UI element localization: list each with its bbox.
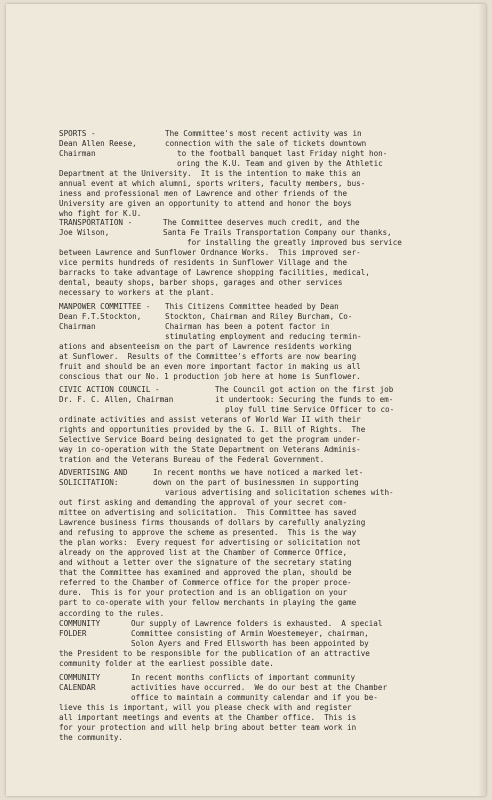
body-line: University are given an opportunity to attend and honor the boys: [59, 199, 352, 209]
heading-line: Dean F.T.Stockton,: [59, 312, 142, 322]
heading-line: ADVERTISING AND: [59, 468, 128, 477]
heading-line: SPORTS -: [59, 129, 96, 138]
body-line: barracks to take advantage of Lawrence shopping facilities, medical,: [59, 268, 370, 278]
section-intro: [215, 385, 394, 415]
body-line: part to co-operate with your fellow merchants in playing the game: [59, 598, 357, 608]
section-intro: [153, 468, 394, 498]
heading-line: TRANSPORTATION -: [59, 218, 133, 227]
body-line: between Lawrence and Sunflower Ordnance Works. This improved ser-: [59, 248, 361, 257]
section-heading: [59, 302, 167, 332]
intro-line: This Citizens Committee headed by Dean: [165, 302, 339, 311]
intro-line: it undertook: Securing the funds to em-: [215, 395, 394, 405]
body-line: Selective Service Board being designated to get the program under-: [59, 435, 361, 445]
heading-line: SOLICITATION:: [59, 478, 119, 488]
section-body: [59, 415, 365, 465]
heading-line: COMMUNITY: [59, 619, 101, 628]
heading-line: COMMUNITY: [59, 673, 101, 682]
section-body: [59, 703, 356, 743]
body-line: conscious that our No. 1 production job here at home is Sunflower.: [59, 372, 361, 382]
body-line: ordinate activities and assist veterans of World War II with their: [59, 415, 361, 424]
intro-line: ploy full time Service Officer to co-: [225, 405, 395, 415]
body-line: rights and opportunities provided by the G. I. Bill of Rights. The: [59, 425, 366, 435]
body-line: annual event at which alumni, sports writers, faculty members, bus-: [59, 179, 366, 189]
body-line: community folder at the earliest possible date.: [59, 659, 274, 669]
heading-line: CIVIC ACTION COUNCIL -: [59, 385, 160, 394]
intro-line: Chairman has been a potent factor in: [165, 322, 330, 332]
heading-line: Dean Allen Reese,: [59, 139, 137, 149]
body-line: and without a letter over the signature of the secretary stating: [59, 558, 352, 568]
document-page: [6, 4, 486, 796]
body-line: for your protection and will help bring about better team work in: [59, 723, 357, 733]
body-line: way in co-operation with the State Department on Veterans Adminis-: [59, 445, 361, 455]
section-intro: [131, 619, 382, 649]
body-line: that the Committee has examined and approved the plan, should be: [59, 568, 352, 578]
intro-line: various advertising and solicitation schemes with-: [165, 488, 394, 498]
section-heading: [59, 385, 199, 405]
intro-line: Santa Fe Trails Transportation Company our thanks,: [163, 228, 392, 238]
intro-line: activities have occurred. We do our best at the Chamber: [131, 683, 388, 693]
intro-line: The Committee's most recent activity was in: [165, 129, 362, 138]
heading-line: Chairman: [59, 149, 96, 159]
section-body: [59, 649, 370, 669]
body-line: according to the rules.: [59, 608, 165, 618]
heading-line: FOLDER: [59, 629, 87, 639]
body-line: the plan works: Every request for advertising or solicitation not: [59, 538, 361, 548]
section-intro: [163, 218, 402, 248]
body-line: ations and absenteeism on the part of Lawrence residents working: [59, 342, 352, 351]
intro-line: Stockton, Chairman and Riley Burcham, Co-: [165, 312, 353, 322]
body-line: dental, beauty shops, barber shops, garages and other services: [59, 278, 343, 288]
body-line: tration and the Veterans Bureau of the Federal Government.: [59, 455, 325, 465]
intro-line: office to maintain a community calendar and if you be-: [131, 693, 378, 703]
intro-line: connection with the sale of tickets downtown: [165, 139, 367, 149]
intro-line: oring the K.U. Team and given by the Athletic: [177, 159, 383, 169]
body-line: vice permits hundreds of residents in Sunflower Village and the: [59, 258, 348, 268]
section-intro: [165, 129, 387, 169]
section-body: [59, 498, 365, 619]
intro-line: stimulating employment and reducing termin-: [165, 332, 362, 342]
body-line: lieve this is important, will you please check with and register: [59, 703, 352, 712]
body-line: referred to the Chamber of Commerce office for the proper proce-: [59, 578, 352, 588]
intro-line: Committee consisting of Armin Woestemeyer, chairman,: [131, 629, 369, 639]
intro-line: In recent months conflicts of important community: [131, 673, 356, 682]
body-line: Department at the University. It is the intention to make this an: [59, 169, 361, 178]
heading-line: Chairman: [59, 322, 96, 332]
heading-line: Dr. F. C. Allen, Chairman: [59, 395, 174, 405]
intro-line: Our supply of Lawrence folders is exhausted. A special: [131, 619, 383, 628]
body-line: and refusing to approve the scheme as presented. This is the way: [59, 528, 357, 538]
body-line: fruit and should be an even more important factor in making us all: [59, 362, 361, 372]
heading-line: Joe Wilson,: [59, 228, 110, 238]
section-body: [59, 248, 370, 298]
section-intro: [131, 673, 387, 703]
body-line: all important meetings and events at the Chamber office. This is: [59, 713, 357, 723]
intro-line: Solon Ayers and Fred Ellsworth has been appointed by: [131, 639, 369, 649]
section-intro: [165, 302, 362, 342]
intro-line: The Committee deserves much credit, and the: [163, 218, 360, 227]
body-line: Lawrence business firms thousands of dollars by carefully analyzing: [59, 518, 366, 528]
heading-line: CALENDAR: [59, 683, 96, 693]
body-line: iness and professional men of Lawrence and other friends of the: [59, 189, 348, 199]
body-line: who fight for K.U.: [59, 209, 142, 219]
body-line: already on the approved list at the Chamber of Commerce Office,: [59, 548, 348, 558]
body-line: the President to be responsible for the publication of an attractive: [59, 649, 370, 658]
heading-line: MANPOWER COMMITTEE -: [59, 302, 151, 311]
body-line: dure. This is for your protection and is an obligation on your: [59, 588, 348, 598]
body-line: mittee on advertising and solicitation. This Committee has saved: [59, 508, 357, 518]
intro-line: down on the part of businessmen in supporting: [153, 478, 359, 488]
section-heading: [59, 468, 167, 488]
intro-line: to the football banquet last Friday night hon-: [177, 149, 388, 159]
intro-line: for installing the greatly improved bus service: [187, 238, 402, 248]
intro-line: The Council got action on the first job: [215, 385, 394, 394]
body-line: the community.: [59, 733, 124, 743]
body-line: necessary to workers at the plant.: [59, 288, 215, 298]
section-body: [59, 342, 361, 382]
section-body: [59, 169, 365, 219]
intro-line: In recent months we have noticed a marked let-: [153, 468, 364, 477]
section-heading: [59, 129, 167, 159]
body-line: at Sunflower. Results of the Committee's efforts are now bearing: [59, 352, 357, 362]
body-line: out first asking and demanding the approval of your secret com-: [59, 498, 348, 507]
section-heading: [59, 218, 167, 238]
